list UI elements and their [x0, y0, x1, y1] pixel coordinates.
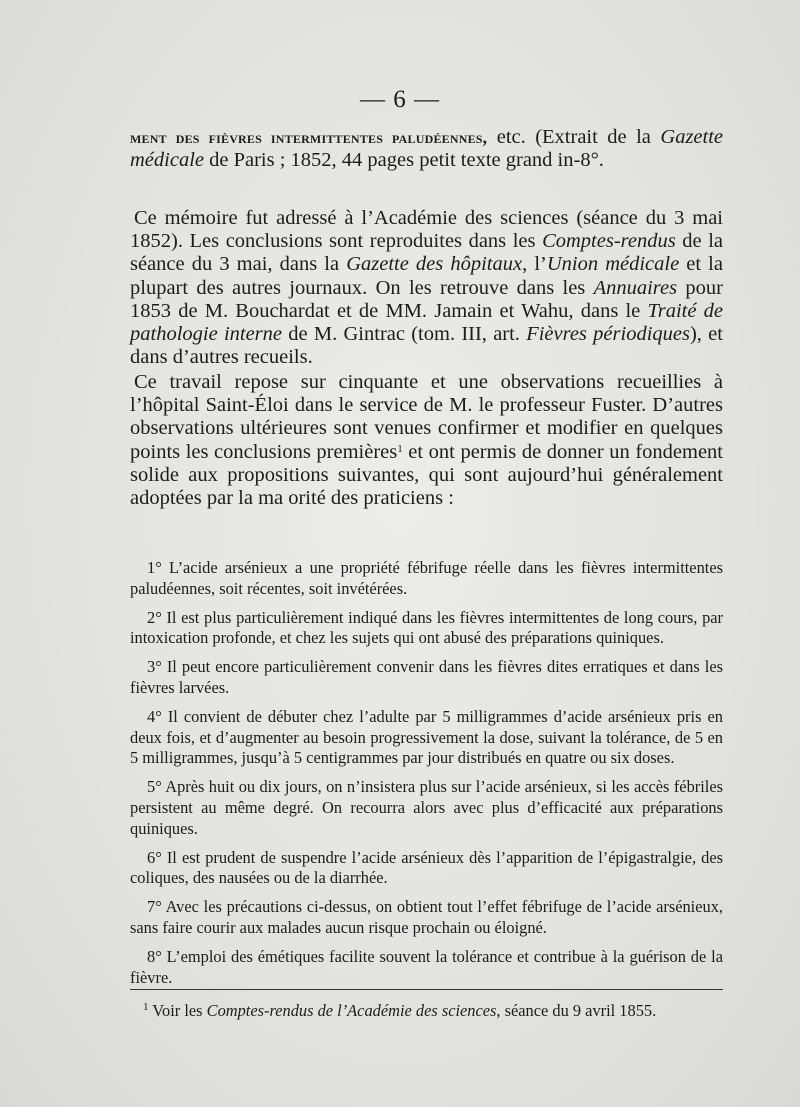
- paragraph-travail: [130, 371, 723, 510]
- text-run: de M. Gintrac (tom. III, art.: [282, 323, 527, 346]
- title-rest: etc. (Extrait de la: [487, 126, 661, 148]
- propositions-list: [130, 558, 723, 996]
- text-run: ), et dans d’autres recueils.: [130, 323, 723, 369]
- proposition-item: 8° L’emploi des émétiques facilite souvent la tolérance et contribue à la guérison de la fièvre.: [130, 946, 723, 987]
- page-number: — 6 —: [360, 86, 440, 113]
- journal-name: Gazette médicale: [130, 126, 724, 172]
- proposition-item: 5° Après huit ou dix jours, on n’insistera plus sur l’acide arsénieux, si les accès fébriles persistent au même degré. On recourra alors avec plus d’efficacité aux préparations quiniques.: [130, 777, 723, 838]
- italic-run: Union médicale: [546, 253, 680, 276]
- footnote-divider: [130, 989, 723, 990]
- italic-run: Fièvres périodiques: [526, 323, 690, 346]
- proposition-item: 3° Il peut encore particulièrement convenir dans les fièvres dites erratiques et dans les fièvres larvées.: [130, 657, 723, 697]
- text-run: pour 1853 de M. Bouchardat et de MM. Jamain et Wahu, dans le: [130, 276, 723, 322]
- text-run: , l’: [522, 253, 547, 276]
- italic-run: Gazette des hôpitaux: [346, 253, 523, 276]
- text-run: Ce travail repose sur cinquante et une observations recueillies à l’hôpital Saint-Éloi dans le service de M. le professeur Fuster. D’autres observations ultérieures sont venues confirmer et modifier en quelques points les conclusions premières: [130, 371, 723, 463]
- footnote-mark: 1: [143, 1001, 149, 1013]
- text-run: Voir les: [148, 1001, 207, 1020]
- italic-run: Comptes-rendus: [542, 230, 676, 253]
- text-run: et ont permis de donner un fondement solide aux propositions suivantes, qui sont aujourd’hui généralement adoptées par la ma orité des praticiens :: [130, 440, 723, 510]
- title-smallcaps: ment des fièvres intermittentes paludéennes,: [130, 127, 488, 147]
- proposition-item: 2° Il est plus particulièrement indiqué dans les fièvres intermittentes de long cours, par intoxication profonde, et chez les sujets qui ont abusé des préparations quiniques.: [130, 607, 723, 648]
- proposition-item: 4° Il convient de débuter chez l’adulte par 5 milligrammes d’acide arsénieux pris en deux fois, et d’augmenter au besoin progressivement la dose, suivant la tolérance, de 5 en 5 milligrammes, jusqu’à 5 centigrammes par jour distribués en quatre ou six doses.: [130, 706, 723, 768]
- italic-run: Annuaires: [593, 276, 678, 299]
- text-run: , séance du 9 avril 1855.: [496, 1001, 657, 1020]
- footnote-ref[interactable]: 1: [397, 442, 403, 455]
- italic-run: Comptes-rendus de l’Académie des sciences: [206, 1001, 497, 1020]
- footnote: [130, 1001, 723, 1021]
- proposition-item: 7° Avec les précautions ci-dessus, on obtient tout l’effet fébrifuge de l’acide arsénieux, sans faire courir aux malades aucun risque prochain ou éloigné.: [130, 897, 723, 937]
- title-tail: de Paris ; 1852, 44 pages petit texte grand in-8°.: [204, 149, 604, 172]
- text-run: de la séance du 3 mai, dans la: [130, 230, 723, 276]
- italic-run: Traité de pathologie interne: [130, 299, 723, 346]
- proposition-item: 6° Il est prudent de suspendre l’acide arsénieux dès l’apparition de l’épigastralgie, des coliques, des nausées ou de la diarrhée.: [130, 847, 723, 888]
- text-run: Ce mémoire fut adressé à l’Académie des sciences (séance du 3 mai 1852). Les conclusions sont reproduites dans les: [130, 207, 723, 253]
- paragraph-memoire: [130, 207, 723, 369]
- text-run: et la plupart des autres journaux. On les retrouve dans les: [130, 253, 723, 299]
- publication-title-continuation: [130, 126, 723, 172]
- proposition-item: 1° L’acide arsénieux a une propriété fébrifuge réelle dans les fièvres intermittentes paludéennes, soit récentes, soit invétérées.: [130, 558, 723, 598]
